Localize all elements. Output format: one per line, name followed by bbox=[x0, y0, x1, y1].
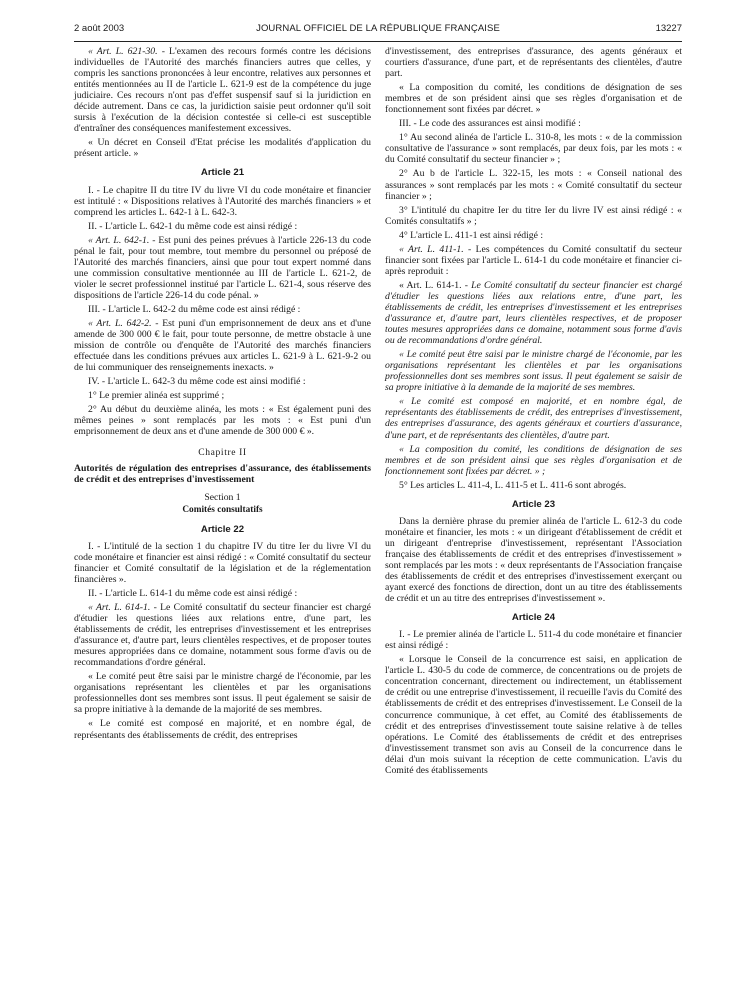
header-rule bbox=[74, 41, 682, 42]
header-date: 2 août 2003 bbox=[74, 23, 125, 34]
paragraph: « Un décret en Conseil d'Etat précise les modalités d'application du présent article. » bbox=[74, 137, 371, 160]
paragraph: III. - L'article L. 642-2 du même code est ainsi rédigé : bbox=[88, 303, 301, 315]
paragraph: 2° Au début du deuxième alinéa, les mots : « Est également puni des mêmes peines » sont remplacés par les mots : « Est puni d'un emprisonnement de deux ans et d'une amende de 300 000 € ». bbox=[74, 404, 371, 438]
paragraph: III. - Le code des assurances est ainsi modifié : bbox=[399, 118, 581, 130]
article-heading: Article 23 bbox=[511, 498, 556, 510]
paragraph: II. - L'article L. 642-1 du même code est ainsi rédigé : bbox=[88, 220, 298, 232]
paragraph bbox=[74, 602, 371, 668]
chapter-heading: Chapitre II bbox=[198, 446, 247, 458]
header-page-number: 13227 bbox=[655, 23, 682, 34]
article-heading: Article 21 bbox=[200, 167, 245, 179]
paragraph: I. - L'intitulé de la section 1 du chapitre IV du titre Ier du livre VI du code monétaire et financier est ainsi rédigé : « Comité consultatif du secteur financier et Comité consultatif de la législation et de la réglementation financières ». bbox=[74, 540, 371, 585]
paragraph-text: - L'examen des recours formés contre les décisions individuelles de l'Autorité des marchés financiers autres que celles, y compris les sanctions prononcées à leur encontre, relatives aux personnes et entités mentionnées au II de l'article L. 621-9 est de la compétence du juge judiciaire. Ces recours n'ont pas d'effet suspensif sauf si la juridiction en décide autrement. Dans ce cas, la juridiction saisie peut ordonner qu'il soit sursis à l'exécution de la décision contestée si celle-ci est susceptible d'entraîner des conséquences manifestement excessives. bbox=[74, 46, 371, 135]
paragraph: « Le comité peut être saisi par le ministre chargé de l'économie, par les organisations représentant les clientèles et par les organisations professionnelles dont ses membres sont issus. Il peut également se saisir de sa propre initiative à la demande de la majorité de ses membres. bbox=[385, 349, 682, 394]
article-reference: « Art. L. 621-30. bbox=[88, 46, 162, 57]
paragraph-text: - Est puni d'un emprisonnement de deux ans et d'une amende de 300 000 € le fait, pour toute personne, de mettre obstacle à une mission de contrôle ou d'enquête de l'Autorité des marchés financiers effectuée dans les conditions prévues aux articles L. 621-9 à L. 621-9-2 ou de lui communiquer des renseignements inexacts. » bbox=[74, 318, 371, 374]
page-header bbox=[74, 23, 682, 37]
left-column bbox=[74, 46, 371, 744]
paragraph: 2° Au b de l'article L. 322-15, les mots : « Conseil national des assurances » sont remplacés par les mots : « Comité consultatif du secteur financier » ; bbox=[385, 168, 682, 202]
paragraph bbox=[74, 46, 371, 134]
article-reference: « Art. L. 614-1. - bbox=[399, 279, 472, 291]
paragraph: « La composition du comité, les conditions de désignation de ses membres et de son président ainsi que ses règles d'organisation et de fonctionnement sont fixées par décret. » bbox=[385, 82, 682, 116]
paragraph: « Le comité peut être saisi par le ministre chargé de l'économie, par les organisations représentant les clientèles et par les organisations professionnelles dont ses membres sont issus. Il peut également se saisir de sa propre initiative à la demande de la majorité de ses membres. bbox=[74, 671, 371, 716]
paragraph: 3° L'intitulé du chapitre Ier du titre Ier du livre IV est ainsi rédigé : « Comités consultatifs » ; bbox=[385, 204, 682, 227]
paragraph: « Le comité est composé en majorité, et en nombre égal, de représentants des établissements de crédit, des entreprises bbox=[74, 718, 371, 741]
paragraph: « La composition du comité, les conditions de désignation de ses membres et de son président ainsi que ses règles d'organisation et de fonctionnement sont fixées par décret. » ; bbox=[385, 443, 682, 477]
paragraph: II. - L'article L. 614-1 du même code est ainsi rédigé : bbox=[88, 587, 298, 599]
section-heading: Section 1 bbox=[204, 491, 241, 503]
paragraph-text: - Les compétences du Comité consultatif du secteur financier sont fixées par l'article L. 614-1 du code monétaire et financier ci-après reproduit : bbox=[385, 243, 682, 277]
paragraph: I. - Le chapitre II du titre IV du livre VI du code monétaire et financier est intitulé : « Dispositions relatives à l'Autorité des marchés financiers » et comprend les articles L. 642-1 à L. 642-3. bbox=[74, 184, 371, 218]
section-title: Comités consultatifs bbox=[182, 504, 263, 515]
paragraph: 1° Le premier alinéa est supprimé ; bbox=[88, 390, 225, 402]
paragraph bbox=[385, 280, 682, 346]
right-column bbox=[385, 46, 682, 779]
header-journal-title: JOURNAL OFFICIEL DE LA RÉPUBLIQUE FRANÇAISE bbox=[256, 23, 500, 34]
paragraph-text: - Est puni des peines prévues à l'article 226-13 du code pénal le fait, pour tout membre, tout membre du personnel ou préposé de l'Autorité des marchés financiers, ainsi que pour tout expert nommé dans une commission consultative mentionnée au III de l'article L. 621-2, de violer le secret professionnel institué par l'article L. 621-4, sous réserve des dispositions de l'article 226-14 du code pénal. » bbox=[74, 234, 371, 301]
paragraph: « Le comité est composé en majorité, et en nombre égal, de représentants des établissements de crédit, des entreprises d'investissement, des entreprises d'assurance, des agents généraux et courtiers d'assurance, d'une part, et de représentants des clientèles, d'autre part. bbox=[385, 396, 682, 441]
article-reference: « Art. L. 642-1. bbox=[88, 234, 153, 246]
article-reference: « Art. L. 642-2. bbox=[88, 318, 156, 330]
paragraph: Dans la dernière phrase du premier alinéa de l'article L. 612-3 du code monétaire et financier, les mots : « un dirigeant d'établissement de crédit et un dirigeant d'entreprise d'investissement, représentant l'Association française des établissements de crédit et des entreprises d'investissement » sont remplacés par les mots : « deux représentants de l'Association française des établissements de crédit et des entreprises d'investissement exerçant ou ayant exercé des fonctions de direction, dont un au titre des établissements de crédit et un au titre des entreprises d'investissement ». bbox=[385, 515, 682, 605]
paragraph-text: Le Comité consultatif du secteur financier est chargé d'étudier les questions liées aux relations entre, d'une part, les établissements de crédit, les entreprises d'investissement et les entreprises d'assurance et, d'autre part, leurs clientèles respectives, et de proposer toutes mesures appropriées dans ce domaine, notamment sous forme d'avis ou de recommandations d'ordre général. bbox=[385, 279, 682, 347]
paragraph-text: - Le Comité consultatif du secteur financier est chargé d'étudier les questions liées aux relations entre, d'une part, les établissements de crédit, les entreprises d'investissement et les entreprises d'assurance et, d'autre part, leurs clientèles respectives, et de proposer toutes mesures appropriées dans ce domaine, notamment sous forme d'avis ou de recommandations d'ordre général. bbox=[74, 602, 371, 669]
paragraph: IV. - L'article L. 642-3 du même code est ainsi modifié : bbox=[88, 376, 306, 388]
article-reference: « Art. L. 411-1. bbox=[399, 243, 469, 255]
article-reference: « Art. L. 614-1. bbox=[88, 602, 154, 614]
paragraph bbox=[74, 235, 371, 301]
paragraph: « Lorsque le Conseil de la concurrence est saisi, en application de l'article L. 430-5 du code de commerce, de concentrations ou de projets de concentration concernant, directement ou indirectement, un établissement de crédit ou une entreprise d'investissement, il recueille l'avis du Comité des établissements de crédit et des entreprises d'investissement. Le Conseil de la concurrence communique, à cet effet, au Comité des établissements de crédit et des entreprises d'investissement toute saisine relative à de telles opérations. Le Comité des établissements de crédit et des entreprises d'investissement transmet son avis au Conseil de la concurrence dans le délai d'un mois suivant la réception de cette communication. L'avis du Comité des établissements bbox=[385, 654, 682, 776]
paragraph: 5° Les articles L. 411-4, L. 411-5 et L. 411-6 sont abrogés. bbox=[399, 479, 627, 491]
paragraph bbox=[385, 244, 682, 277]
article-heading: Article 24 bbox=[511, 612, 556, 624]
chapter-title: Autorités de régulation des entreprises d'assurance, des établissements de crédit et des entreprises d'investissement bbox=[74, 462, 371, 485]
paragraph: d'investissement, des entreprises d'assurance, des agents généraux et courtiers d'assurance, d'une part, et de représentants des clientèles, d'autre part. bbox=[385, 46, 682, 80]
paragraph: 4° L'article L. 411-1 est ainsi rédigé : bbox=[399, 229, 544, 241]
article-heading: Article 22 bbox=[200, 523, 245, 535]
paragraph: 1° Au second alinéa de l'article L. 310-8, les mots : « de la commission consultative de l'assurance » sont remplacés, par deux fois, par les mots : « du Comité consultatif du secteur financier » ; bbox=[385, 132, 682, 166]
paragraph: I. - Le premier alinéa de l'article L. 511-4 du code monétaire et financier est ainsi rédigé : bbox=[385, 629, 682, 652]
paragraph bbox=[74, 318, 371, 373]
